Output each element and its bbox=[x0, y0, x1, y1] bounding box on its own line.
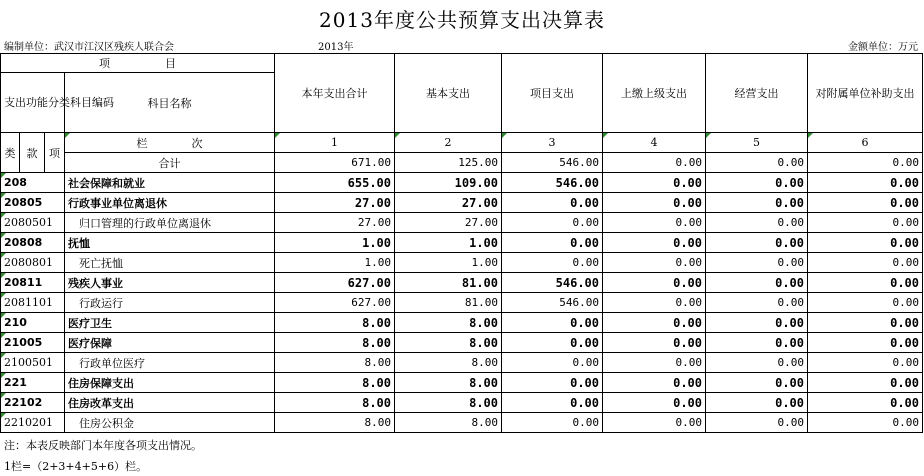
header-total: 本年支出合计 bbox=[275, 54, 395, 133]
amount-cell: 546.00 bbox=[502, 173, 603, 193]
amount-cell: 1.00 bbox=[395, 233, 502, 253]
header-lan-ci: 栏 次 bbox=[65, 133, 275, 153]
header-xiang: 项 bbox=[45, 133, 65, 173]
amount-cell: 0.00 bbox=[502, 233, 603, 253]
note-line-2: 1栏=（2+3+4+5+6）栏。 bbox=[4, 460, 148, 473]
amount-cell: 0.00 bbox=[502, 393, 603, 413]
table-row bbox=[1, 253, 923, 273]
report-title: 2013年度公共预算支出决算表 bbox=[319, 8, 605, 32]
subject-code: 20808 bbox=[1, 233, 65, 253]
amount-cell: 0.00 bbox=[808, 313, 923, 333]
amount-cell: 0.00 bbox=[808, 353, 923, 373]
subject-code: 2081101 bbox=[1, 293, 65, 313]
amount-cell: 8.00 bbox=[395, 393, 502, 413]
amount-cell: 0.00 bbox=[603, 273, 706, 293]
subject-name: 医疗卫生 bbox=[65, 313, 275, 333]
amount-cell: 0.00 bbox=[603, 173, 706, 193]
amount-cell: 8.00 bbox=[395, 313, 502, 333]
subject-code: 2210201 bbox=[1, 413, 65, 433]
amount-cell: 0.00 bbox=[808, 393, 923, 413]
amount-cell: 1.00 bbox=[395, 253, 502, 273]
col-num-2: 2 bbox=[395, 133, 502, 153]
total-value: 0.00 bbox=[808, 153, 923, 173]
amount-cell: 27.00 bbox=[275, 193, 395, 213]
col-num-5: 5 bbox=[706, 133, 808, 153]
amount-cell: 1.00 bbox=[275, 233, 395, 253]
total-row bbox=[1, 153, 923, 173]
amount-unit: 金额单位：万元 bbox=[848, 42, 918, 53]
subject-name: 归口管理的行政单位离退休 bbox=[65, 213, 275, 233]
table-row bbox=[1, 293, 923, 313]
amount-cell: 0.00 bbox=[808, 273, 923, 293]
subject-name: 医疗保障 bbox=[65, 333, 275, 353]
amount-cell: 8.00 bbox=[395, 333, 502, 353]
header-basic: 基本支出 bbox=[395, 54, 502, 133]
subject-code: 208 bbox=[1, 173, 65, 193]
subject-name: 行政运行 bbox=[65, 293, 275, 313]
amount-cell: 627.00 bbox=[275, 273, 395, 293]
table-row bbox=[1, 233, 923, 253]
subject-code: 2100501 bbox=[1, 353, 65, 373]
amount-cell: 0.00 bbox=[808, 213, 923, 233]
subject-code: 20811 bbox=[1, 273, 65, 293]
amount-cell: 0.00 bbox=[808, 373, 923, 393]
table-row bbox=[1, 173, 923, 193]
amount-cell: 0.00 bbox=[808, 253, 923, 273]
amount-cell: 0.00 bbox=[502, 193, 603, 213]
table-row bbox=[1, 333, 923, 353]
subject-name: 行政单位医疗 bbox=[65, 353, 275, 373]
table-row bbox=[1, 373, 923, 393]
amount-cell: 0.00 bbox=[502, 213, 603, 233]
header-lei: 类 bbox=[1, 133, 20, 173]
table-row bbox=[1, 273, 923, 293]
amount-cell: 0.00 bbox=[706, 193, 808, 213]
header-code: 支出功能分类科目编码 bbox=[1, 73, 65, 133]
amount-cell: 8.00 bbox=[395, 413, 502, 433]
amount-cell: 546.00 bbox=[502, 273, 603, 293]
amount-cell: 627.00 bbox=[275, 293, 395, 313]
amount-cell: 0.00 bbox=[603, 253, 706, 273]
col-num-6: 6 bbox=[808, 133, 923, 153]
amount-cell: 0.00 bbox=[706, 213, 808, 233]
subject-name: 住房改革支出 bbox=[65, 393, 275, 413]
header-business: 经营支出 bbox=[706, 54, 808, 133]
amount-cell: 81.00 bbox=[395, 273, 502, 293]
amount-cell: 0.00 bbox=[603, 333, 706, 353]
total-value: 125.00 bbox=[395, 153, 502, 173]
amount-cell: 0.00 bbox=[603, 353, 706, 373]
amount-cell: 0.00 bbox=[706, 173, 808, 193]
table-row bbox=[1, 353, 923, 373]
amount-cell: 0.00 bbox=[706, 293, 808, 313]
amount-cell: 8.00 bbox=[275, 413, 395, 433]
amount-cell: 81.00 bbox=[395, 293, 502, 313]
table-row bbox=[1, 393, 923, 413]
amount-cell: 27.00 bbox=[395, 193, 502, 213]
amount-cell: 8.00 bbox=[395, 353, 502, 373]
amount-cell: 0.00 bbox=[603, 213, 706, 233]
subject-name: 抚恤 bbox=[65, 233, 275, 253]
amount-cell: 0.00 bbox=[603, 193, 706, 213]
amount-cell: 0.00 bbox=[603, 393, 706, 413]
amount-cell: 8.00 bbox=[275, 333, 395, 353]
amount-cell: 0.00 bbox=[808, 233, 923, 253]
header-subsidy: 对附属单位补助支出 bbox=[808, 54, 923, 133]
amount-cell: 27.00 bbox=[395, 213, 502, 233]
subject-name: 社会保障和就业 bbox=[65, 173, 275, 193]
amount-cell: 8.00 bbox=[275, 373, 395, 393]
amount-cell: 0.00 bbox=[706, 313, 808, 333]
subject-code: 221 bbox=[1, 373, 65, 393]
header-item-group: 项 目 bbox=[1, 54, 275, 73]
header-upper: 上缴上级支出 bbox=[603, 54, 706, 133]
table-row bbox=[1, 213, 923, 233]
amount-cell: 0.00 bbox=[502, 413, 603, 433]
amount-cell: 0.00 bbox=[706, 273, 808, 293]
amount-cell: 109.00 bbox=[395, 173, 502, 193]
amount-cell: 8.00 bbox=[275, 313, 395, 333]
amount-cell: 0.00 bbox=[502, 313, 603, 333]
amount-cell: 0.00 bbox=[706, 413, 808, 433]
subject-code: 210 bbox=[1, 313, 65, 333]
total-value: 0.00 bbox=[706, 153, 808, 173]
header-project: 项目支出 bbox=[502, 54, 603, 133]
subject-name: 死亡抚恤 bbox=[65, 253, 275, 273]
header-name: 科目名称 bbox=[65, 73, 275, 133]
table-row bbox=[1, 313, 923, 333]
total-label: 合计 bbox=[65, 153, 275, 173]
subject-name: 残疾人事业 bbox=[65, 273, 275, 293]
amount-cell: 546.00 bbox=[502, 293, 603, 313]
subject-code: 20805 bbox=[1, 193, 65, 213]
amount-cell: 0.00 bbox=[808, 333, 923, 353]
amount-cell: 0.00 bbox=[706, 253, 808, 273]
subject-code: 22102 bbox=[1, 393, 65, 413]
total-value: 0.00 bbox=[603, 153, 706, 173]
compiling-unit: 编制单位：武汉市江汉区残疾人联合会 bbox=[4, 42, 174, 53]
col-num-4: 4 bbox=[603, 133, 706, 153]
report-year: 2013年 bbox=[318, 42, 354, 53]
table-row bbox=[1, 413, 923, 433]
table-row bbox=[1, 193, 923, 213]
col-num-1: 1 bbox=[275, 133, 395, 153]
amount-cell: 0.00 bbox=[808, 413, 923, 433]
col-num-3: 3 bbox=[502, 133, 603, 153]
subject-name: 行政事业单位离退休 bbox=[65, 193, 275, 213]
amount-cell: 0.00 bbox=[603, 413, 706, 433]
amount-cell: 1.00 bbox=[275, 253, 395, 273]
note-line-1: 注：本表反映部门本年度各项支出情况。 bbox=[4, 439, 202, 452]
expenditure-table bbox=[0, 53, 923, 433]
amount-cell: 0.00 bbox=[603, 313, 706, 333]
total-value: 671.00 bbox=[275, 153, 395, 173]
amount-cell: 0.00 bbox=[502, 373, 603, 393]
subject-name: 住房公积金 bbox=[65, 413, 275, 433]
amount-cell: 0.00 bbox=[603, 373, 706, 393]
amount-cell: 0.00 bbox=[706, 233, 808, 253]
amount-cell: 0.00 bbox=[502, 253, 603, 273]
amount-cell: 0.00 bbox=[808, 193, 923, 213]
amount-cell: 0.00 bbox=[603, 233, 706, 253]
amount-cell: 0.00 bbox=[706, 353, 808, 373]
subject-code: 2080501 bbox=[1, 213, 65, 233]
header-kuan: 款 bbox=[20, 133, 45, 173]
amount-cell: 0.00 bbox=[808, 173, 923, 193]
amount-cell: 8.00 bbox=[275, 353, 395, 373]
subject-code: 2080801 bbox=[1, 253, 65, 273]
total-value: 546.00 bbox=[502, 153, 603, 173]
subject-code: 21005 bbox=[1, 333, 65, 353]
amount-cell: 8.00 bbox=[275, 393, 395, 413]
amount-cell: 27.00 bbox=[275, 213, 395, 233]
amount-cell: 0.00 bbox=[706, 393, 808, 413]
amount-cell: 0.00 bbox=[808, 293, 923, 313]
amount-cell: 0.00 bbox=[502, 333, 603, 353]
amount-cell: 8.00 bbox=[395, 373, 502, 393]
amount-cell: 0.00 bbox=[603, 293, 706, 313]
subject-name: 住房保障支出 bbox=[65, 373, 275, 393]
amount-cell: 0.00 bbox=[706, 333, 808, 353]
amount-cell: 0.00 bbox=[502, 353, 603, 373]
amount-cell: 0.00 bbox=[706, 373, 808, 393]
amount-cell: 655.00 bbox=[275, 173, 395, 193]
